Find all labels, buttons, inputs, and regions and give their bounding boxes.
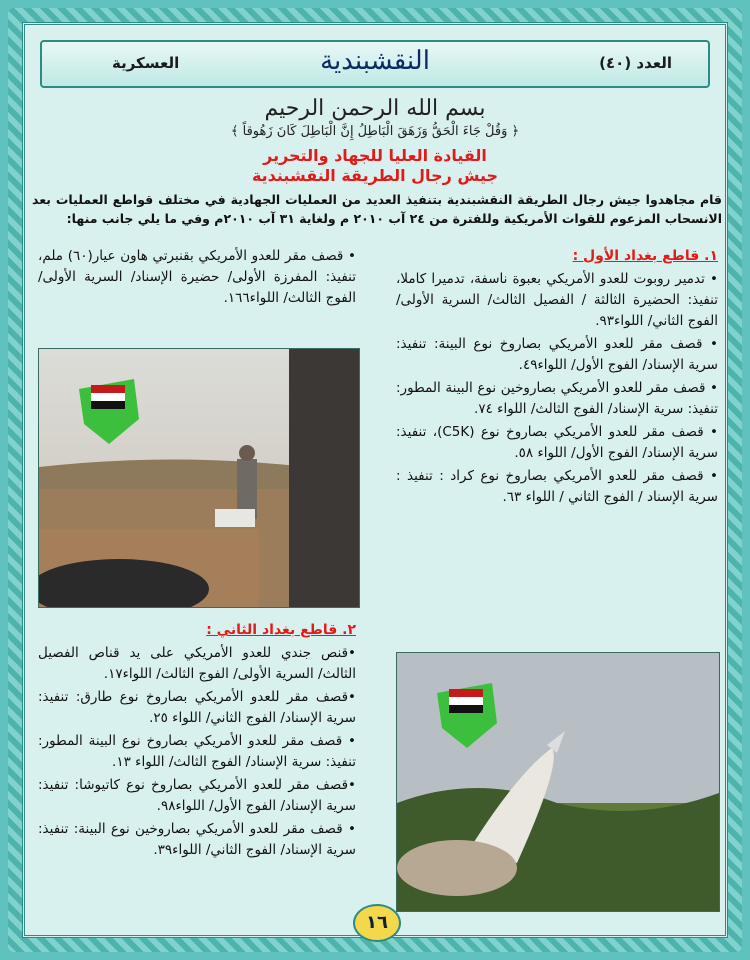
list-item: •قنص جندي للعدو الأمريكي على يد قناص الفصيل الثالث/ السرية الأولى/ الفوج الثالث/ اللواء١٧.	[38, 645, 356, 682]
list-item: • قصف مقر للعدو الأمريكي بصاروخ نوع البينة المطور: تنفيذ: سرية الإسناد/ الفوج الثالث/ اللواء ١٣.	[38, 733, 356, 770]
list-item: • قصف مقر للعدو الأمريكي بصاروخ نوع كراد : تنفيذ : سرية الإسناد / الفوج الثاني / اللواء ٦٣.	[396, 468, 718, 505]
list-item: •قصف مقر للعدو الأمريكي بصاروخ نوع طارق: تنفيذ: سرية الإسناد/ الفوج الثاني/ اللواء ٢٥.	[38, 689, 356, 726]
basmala: بسم الله الرحمن الرحيم	[264, 96, 486, 121]
magazine-logo: النقشبندية	[320, 46, 430, 76]
mortar-photo	[38, 348, 360, 608]
list-item: • قصف مقر للعدو الأمريكي بصاروخ نوع (C5K)، تنفيذ: سرية الإسناد/ الفوج الأول/ اللواء ٥٨.	[396, 424, 718, 461]
sector2-column	[38, 620, 356, 863]
list-item: •قصف مقر للعدو الأمريكي بصاروخ نوع كاتيوشا: تنفيذ: سرية الإسناد/ الفوج الأول/ اللواء٩٨.	[38, 777, 356, 814]
quran-verse: ﴿ وَقُلْ جَاءَ الْحَقُّ وَزَهَقَ الْبَاطِلُ إِنَّ الْبَاطِلَ كَانَ زَهُوقاً ﴾	[230, 124, 520, 139]
organization-line-2: جيش رجال الطريقة النقشبندية	[251, 166, 499, 185]
list-item: • قصف مقر للعدو الأمريكي بصاروخ نوع البينة: تنفيذ: سرية الإسناد/ الفوج الأول/ اللواء٤٩.	[396, 336, 718, 373]
page-header	[40, 40, 710, 88]
sector1-title: ١. قاطع بغداد الأول :	[572, 248, 718, 264]
page-number: ١٦	[353, 904, 401, 942]
list-item: • قصف مقر للعدو الأمريكي بقنبرتي هاون عيار(٦٠) ملم، تنفيذ: المفرزة الأولى/ حضيرة الإسناد/ السرية الأولى/ الفوج الثالث/ اللواء١٦٦.	[38, 248, 356, 306]
section-name: العسكرية	[112, 54, 180, 72]
sector2-title: ٢. قاطع بغداد الثاني :	[206, 622, 356, 638]
intro-paragraph: قام مجاهدوا جيش رجال الطريقة النقشبندية بتنفيذ العديد من العمليات الجهادية في مختلف قواطع العمليات بعد الانسحاب المزعوم للقوات الأمريكية وللفترة من ٢٤ آب ٢٠١٠ م ولغاية ٣١ آب ٢٠١٠م وفي ما يلي جانب منها:	[32, 192, 722, 226]
issue-number: العدد (٤٠)	[599, 54, 672, 72]
rocket-launch-photo	[396, 652, 720, 912]
list-item: • قصف مقر للعدو الأمريكي بصاروخين نوع البينة: تنفيذ: سرية الإسناد/ الفوج الثاني/ اللواء٣٩.	[38, 821, 356, 858]
list-item: • تدمير روبوت للعدو الأمريكي بعبوة ناسفة، تدميرا كاملا، تنفيذ: الحضيرة الثالثة / الفصيل الثالث/ السرية الأولى/ الفوج الثاني/ اللواء٩٣.	[396, 271, 718, 329]
list-item: • قصف مقر للعدو الأمريكي بصاروخين نوع البينة المطور: تنفيذ: سرية الإسناد/ الفوج الثالث/ اللواء ٧٤.	[396, 380, 718, 417]
sector1-column	[396, 246, 718, 510]
organization-line-1: القيادة العليا للجهاد والتحرير	[263, 146, 487, 165]
left-top-column	[38, 246, 356, 311]
